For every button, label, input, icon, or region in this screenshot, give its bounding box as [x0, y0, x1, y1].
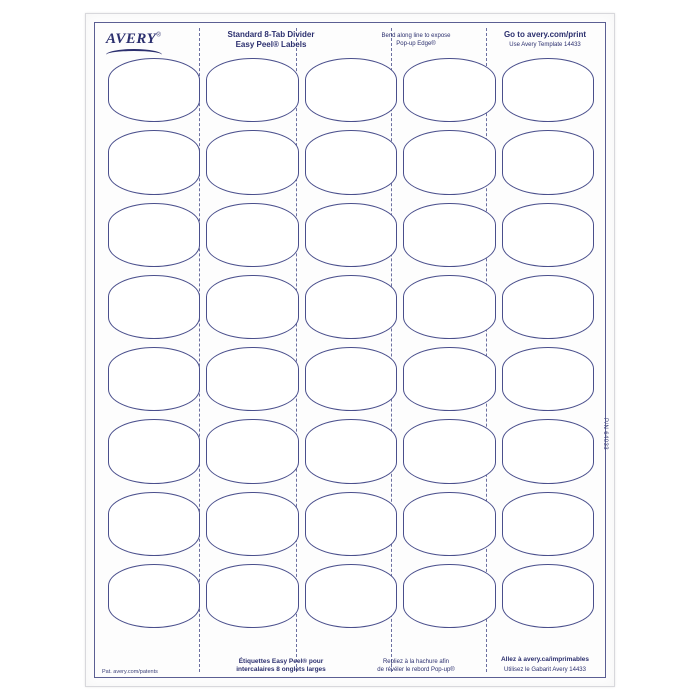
label-cell[interactable]: [403, 419, 495, 483]
label-cell[interactable]: [206, 130, 298, 194]
product-title: [206, 30, 336, 50]
web-instruction-url: Go to avery.com/print: [503, 30, 587, 39]
label-cell[interactable]: [403, 58, 495, 122]
label-cell[interactable]: [108, 203, 200, 267]
product-title-line2: Easy Peel® Labels: [235, 40, 307, 49]
web-instruction-template: Use Avery Template 14433: [509, 42, 581, 48]
patent-notice: Pat. avery.com/patents: [102, 669, 158, 676]
label-cell[interactable]: [206, 347, 298, 411]
french-web-instruction-template: Utilisez le Gabarit Avery 14433: [504, 666, 586, 673]
french-product-title-line2: intercalaires 8 onglets larges: [236, 665, 326, 673]
label-cell[interactable]: [403, 130, 495, 194]
label-cell[interactable]: [403, 492, 495, 556]
french-product-title-line1: Étiquettes Easy Peel® pour: [238, 657, 324, 665]
web-instruction: [486, 30, 604, 50]
label-cell[interactable]: [403, 347, 495, 411]
avery-wordmark: AVERY: [106, 31, 157, 47]
label-cell[interactable]: [305, 492, 397, 556]
bend-instruction-line1: Bend along line to expose: [381, 33, 451, 39]
label-cell[interactable]: [403, 203, 495, 267]
label-cell[interactable]: [502, 419, 594, 483]
label-cell[interactable]: [305, 564, 397, 628]
french-bend-instruction-line1: Repliez à la hachure afin: [382, 659, 450, 665]
avery-logo: [106, 30, 194, 56]
french-bend-instruction: [356, 659, 476, 674]
label-cell[interactable]: [502, 58, 594, 122]
label-cell[interactable]: [108, 419, 200, 483]
label-cell[interactable]: [108, 492, 200, 556]
label-cell[interactable]: [305, 347, 397, 411]
label-cell[interactable]: [206, 58, 298, 122]
label-cell[interactable]: [305, 275, 397, 339]
label-cell[interactable]: [502, 492, 594, 556]
label-grid: [108, 58, 594, 628]
label-cell[interactable]: [403, 564, 495, 628]
label-cell[interactable]: [108, 564, 200, 628]
label-cell[interactable]: [305, 203, 397, 267]
bend-instruction-line2: Pop-up Edge®: [396, 40, 436, 47]
label-cell[interactable]: [108, 347, 200, 411]
registered-mark: ®: [156, 32, 161, 39]
french-web-instruction: [486, 656, 604, 674]
label-cell[interactable]: [502, 130, 594, 194]
label-cell[interactable]: [206, 275, 298, 339]
label-cell[interactable]: [403, 275, 495, 339]
avery-label-sheet: [85, 13, 615, 687]
label-cell[interactable]: [206, 419, 298, 483]
label-cell[interactable]: [502, 275, 594, 339]
label-cell[interactable]: [206, 564, 298, 628]
label-cell[interactable]: [502, 203, 594, 267]
label-cell[interactable]: [108, 130, 200, 194]
bend-instruction: [356, 33, 476, 48]
label-cell[interactable]: [108, 58, 200, 122]
label-cell[interactable]: [206, 492, 298, 556]
french-web-instruction-url: Allez à avery.ca/imprimables: [500, 656, 590, 664]
label-cell[interactable]: [502, 347, 594, 411]
french-bend-instruction-line2: de révéler le rebord Pop-up®: [377, 666, 455, 673]
label-cell[interactable]: [502, 564, 594, 628]
avery-swoosh-icon: [106, 49, 162, 56]
part-number: P/N 64033: [602, 418, 608, 450]
product-title-line1: Standard 8-Tab Divider: [227, 30, 315, 39]
label-cell[interactable]: [108, 275, 200, 339]
label-cell[interactable]: [206, 203, 298, 267]
label-cell[interactable]: [305, 58, 397, 122]
french-product-title: [216, 658, 346, 674]
label-cell[interactable]: [305, 419, 397, 483]
label-cell[interactable]: [305, 130, 397, 194]
